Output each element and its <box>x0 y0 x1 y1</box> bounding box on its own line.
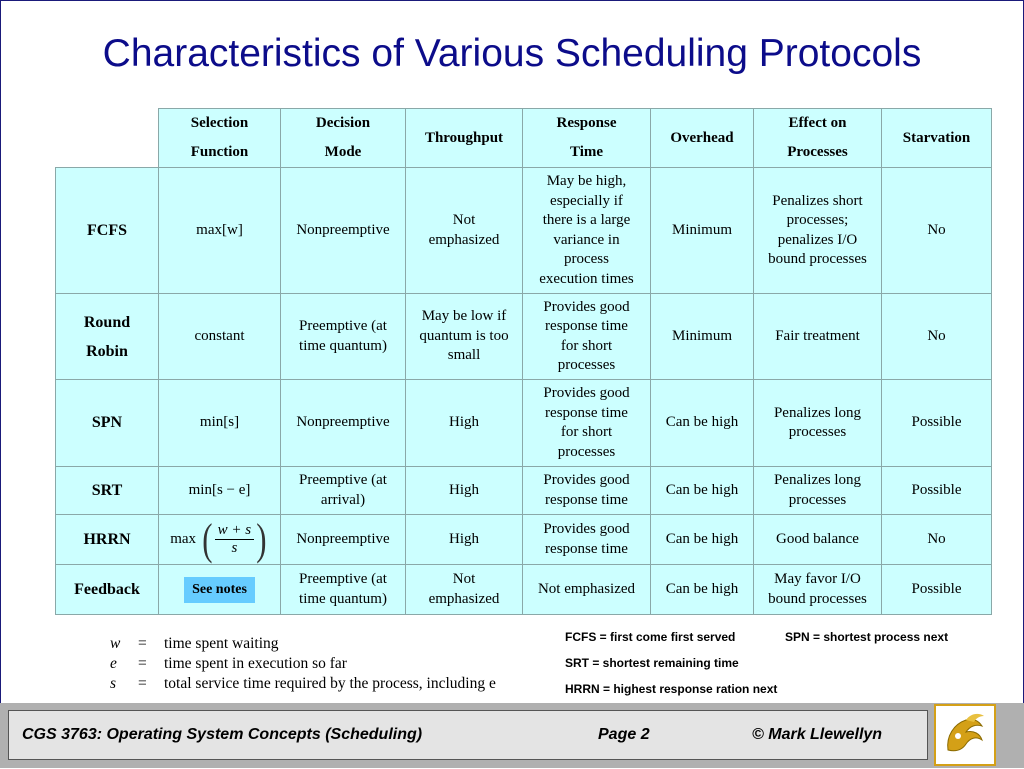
abbr-hrrn: HRRN = highest response ration next <box>565 682 778 696</box>
cell-text-line: processes <box>788 491 847 508</box>
cell-text-line: for short <box>560 337 613 354</box>
cell-text-line: Can be high <box>665 481 739 498</box>
legend-row-e <box>110 654 496 674</box>
cell-text-line: HRRN <box>83 530 131 548</box>
cell-text-line: Provides good <box>543 385 630 401</box>
table-cell <box>159 168 281 294</box>
cell-text-line: variance in <box>553 231 620 248</box>
cell-text-line: small <box>447 347 481 364</box>
cell-text-line: May be high, <box>546 173 627 189</box>
table-cell <box>651 168 754 294</box>
cell-text-line: FCFS <box>87 221 127 239</box>
cell-text-line: response time <box>545 404 628 421</box>
numerator: w + s <box>215 522 254 540</box>
legend-row-s <box>110 674 496 694</box>
cell-text-line: Feedback <box>74 580 140 598</box>
table-cell <box>281 467 406 515</box>
table-cell <box>651 380 754 467</box>
slide-title: Characteristics of Various Scheduling Protocols <box>102 32 922 75</box>
table-cell <box>651 565 754 615</box>
column-header <box>159 109 281 168</box>
table-cell <box>523 515 651 565</box>
cell-text-line: Round <box>83 313 131 331</box>
legend-symbol: e <box>110 655 117 672</box>
cell-text-line: Nonpreemptive <box>296 221 390 238</box>
abbr-spn: SPN = shortest process next <box>785 630 949 644</box>
cell-text-line: Preemptive (at <box>299 318 387 334</box>
table-cell <box>754 168 882 294</box>
cell-text-line: especially if <box>550 192 623 209</box>
cell-text-line: SPN <box>91 414 123 432</box>
table-cell <box>406 515 523 565</box>
abbr-srt: SRT = shortest remaining time <box>565 656 739 670</box>
table-cell <box>651 515 754 565</box>
cell-text-line: response time <box>545 318 628 334</box>
cell-text-line: processes <box>557 443 616 460</box>
cell-text-line: min[s] <box>199 414 240 431</box>
table-cell <box>406 168 523 294</box>
column-header <box>754 109 882 168</box>
cell-text-line: No <box>927 221 946 238</box>
cell-text-line: min[s − e] <box>188 481 251 498</box>
fraction <box>215 522 254 557</box>
cell-text-line: May be low if <box>421 308 507 325</box>
cell-text-line: there is a large <box>542 212 631 228</box>
cell-text-line: time quantum) <box>299 337 387 354</box>
formula-prefix: max <box>170 530 197 547</box>
right-paren: ) <box>256 514 267 564</box>
cell-text-line: Preemptive (at <box>299 571 387 587</box>
legend-text: total service time required by the process, including e <box>164 675 496 692</box>
table-cell <box>882 168 992 294</box>
cell-text-line: Possible <box>911 580 962 597</box>
cell-text-line: response time <box>545 491 628 508</box>
table-cell <box>754 380 882 467</box>
variable-legend <box>110 634 496 694</box>
cell-text-line: execution times <box>539 270 634 287</box>
cell-text-line: Possible <box>911 414 962 431</box>
cell-text-line: Not <box>452 571 476 587</box>
cell-text-line: Minimum <box>671 327 732 344</box>
cell-text-line: Minimum <box>671 221 732 238</box>
cell-text-line: Preemptive (at <box>299 472 387 488</box>
table-row <box>56 515 992 565</box>
legend-equals: = <box>138 635 147 652</box>
table-cell <box>882 565 992 615</box>
row-header <box>56 168 159 294</box>
cell-text-line: High <box>449 481 479 498</box>
table-row <box>56 565 992 615</box>
table-cell <box>406 565 523 615</box>
cell-text-line: No <box>927 327 946 344</box>
table-cell <box>882 467 992 515</box>
cell-text-line: processes <box>557 357 616 373</box>
header-blank <box>56 109 159 168</box>
table-cell <box>651 294 754 380</box>
cell-text-line: Provides good <box>543 298 630 315</box>
cell-text-line: Response <box>556 115 617 131</box>
cell-text-line: Time <box>569 144 604 160</box>
cell-text-line: emphasized <box>428 590 500 607</box>
see-notes-button[interactable]: See notes <box>184 577 255 603</box>
table-cell <box>754 565 882 615</box>
cell-text-line: Can be high <box>665 414 739 431</box>
footer-course: CGS 3763: Operating System Concepts (Scheduling) <box>22 726 423 743</box>
legend-text: time spent waiting <box>164 635 279 652</box>
table-row <box>56 467 992 515</box>
cell-text-line: Throughput <box>424 129 504 146</box>
cell-text-line: bound processes <box>768 251 867 267</box>
table-cell <box>882 380 992 467</box>
cell-text-line: Mode <box>324 144 362 160</box>
column-header <box>882 109 992 168</box>
table-cell <box>882 515 992 565</box>
cell-text-line: Possible <box>911 481 962 498</box>
table-row <box>56 168 992 294</box>
table-cell <box>159 565 281 615</box>
cell-text-line: constant <box>194 327 245 344</box>
legend-symbol: s <box>110 675 117 692</box>
cell-text-line: SRT <box>91 481 123 499</box>
footer-page: Page 2 <box>598 726 650 743</box>
table-cell <box>754 515 882 565</box>
cell-text-line: No <box>927 530 946 547</box>
legend-text: time spent in execution so far <box>164 655 347 672</box>
cell-text-line: Penalizes long <box>773 472 862 488</box>
cell-text-line: Penalizes short <box>772 192 863 209</box>
table-cell <box>281 294 406 380</box>
legend-row-w <box>110 634 496 654</box>
legend-symbol: w <box>110 635 121 652</box>
cell-text-line: May favor I/O <box>774 571 861 587</box>
cell-text-line: High <box>449 414 479 431</box>
cell-text-line: Function <box>190 144 249 160</box>
cell-text-line: Not <box>452 212 476 228</box>
cell-text-line: Nonpreemptive <box>296 530 390 547</box>
scheduling-table <box>55 108 992 615</box>
cell-text-line: Robin <box>86 342 128 360</box>
cell-text-line: Starvation <box>902 129 971 146</box>
table-cell <box>406 294 523 380</box>
cell-text-line: bound processes <box>768 590 867 607</box>
cell-text-line: Can be high <box>665 580 739 597</box>
cell-text-line: Processes <box>787 144 848 160</box>
cell-text-line: Provides good <box>543 521 630 537</box>
formula <box>170 514 269 564</box>
column-header <box>281 109 406 168</box>
cell-text-line: quantum is too <box>419 327 509 344</box>
table-cell <box>754 467 882 515</box>
row-header <box>56 467 159 515</box>
cell-text-line: Selection <box>190 115 249 131</box>
cell-text-line: process <box>564 251 609 267</box>
cell-text-line: Effect on <box>788 115 847 131</box>
table-cell <box>281 515 406 565</box>
cell-text-line: Not emphasized <box>537 580 636 597</box>
cell-text-line: processes <box>788 424 847 440</box>
table-cell <box>523 168 651 294</box>
cell-text-line: Fair treatment <box>775 327 860 344</box>
row-header <box>56 294 159 380</box>
cell-text-line: Overhead <box>670 129 734 146</box>
table-cell <box>523 380 651 467</box>
table-cell <box>523 294 651 380</box>
table-cell <box>159 467 281 515</box>
cell-text-line: emphasized <box>428 231 500 248</box>
cell-text-line: arrival) <box>320 491 366 508</box>
column-header <box>406 109 523 168</box>
cell-text-line: Provides good <box>543 472 630 488</box>
table-row <box>56 294 992 380</box>
cell-text-line: time quantum) <box>299 590 387 607</box>
cell-text-line: High <box>449 530 479 547</box>
table-cell <box>159 380 281 467</box>
column-header <box>651 109 754 168</box>
cell-text-line: penalizes I/O <box>777 231 858 248</box>
denominator: s <box>231 540 238 556</box>
abbr-fcfs: FCFS = first come first served <box>565 630 736 644</box>
header-row <box>56 109 992 168</box>
table-cell <box>523 467 651 515</box>
cell-text-line: Good balance <box>776 530 859 547</box>
column-header <box>523 109 651 168</box>
left-paren: ( <box>202 514 213 564</box>
legend-equals: = <box>138 655 147 672</box>
table-cell <box>754 294 882 380</box>
row-header <box>56 565 159 615</box>
table-cell <box>281 565 406 615</box>
cell-text-line: Can be high <box>665 530 739 547</box>
cell-text-line: processes; <box>786 212 849 228</box>
table-cell <box>281 168 406 294</box>
table-cell <box>406 467 523 515</box>
table-cell <box>281 380 406 467</box>
table-cell <box>651 467 754 515</box>
cell-text-line: Decision <box>315 115 371 131</box>
row-header <box>56 380 159 467</box>
cell-text-line: response time <box>545 540 628 557</box>
table-cell <box>406 380 523 467</box>
legend-equals: = <box>138 675 147 692</box>
row-header <box>56 515 159 565</box>
table-cell <box>882 294 992 380</box>
cell-text-line: max[w] <box>196 221 243 238</box>
cell-text-line: Nonpreemptive <box>296 414 390 431</box>
pegasus-logo-icon <box>934 704 996 766</box>
cell-text-line: Penalizes long <box>773 404 862 421</box>
footer-author: © Mark Llewellyn <box>752 726 883 743</box>
cell-text-line: for short <box>560 424 613 440</box>
hrrn-formula <box>159 515 281 565</box>
table-row <box>56 380 992 467</box>
table-cell <box>523 565 651 615</box>
table-cell <box>159 294 281 380</box>
